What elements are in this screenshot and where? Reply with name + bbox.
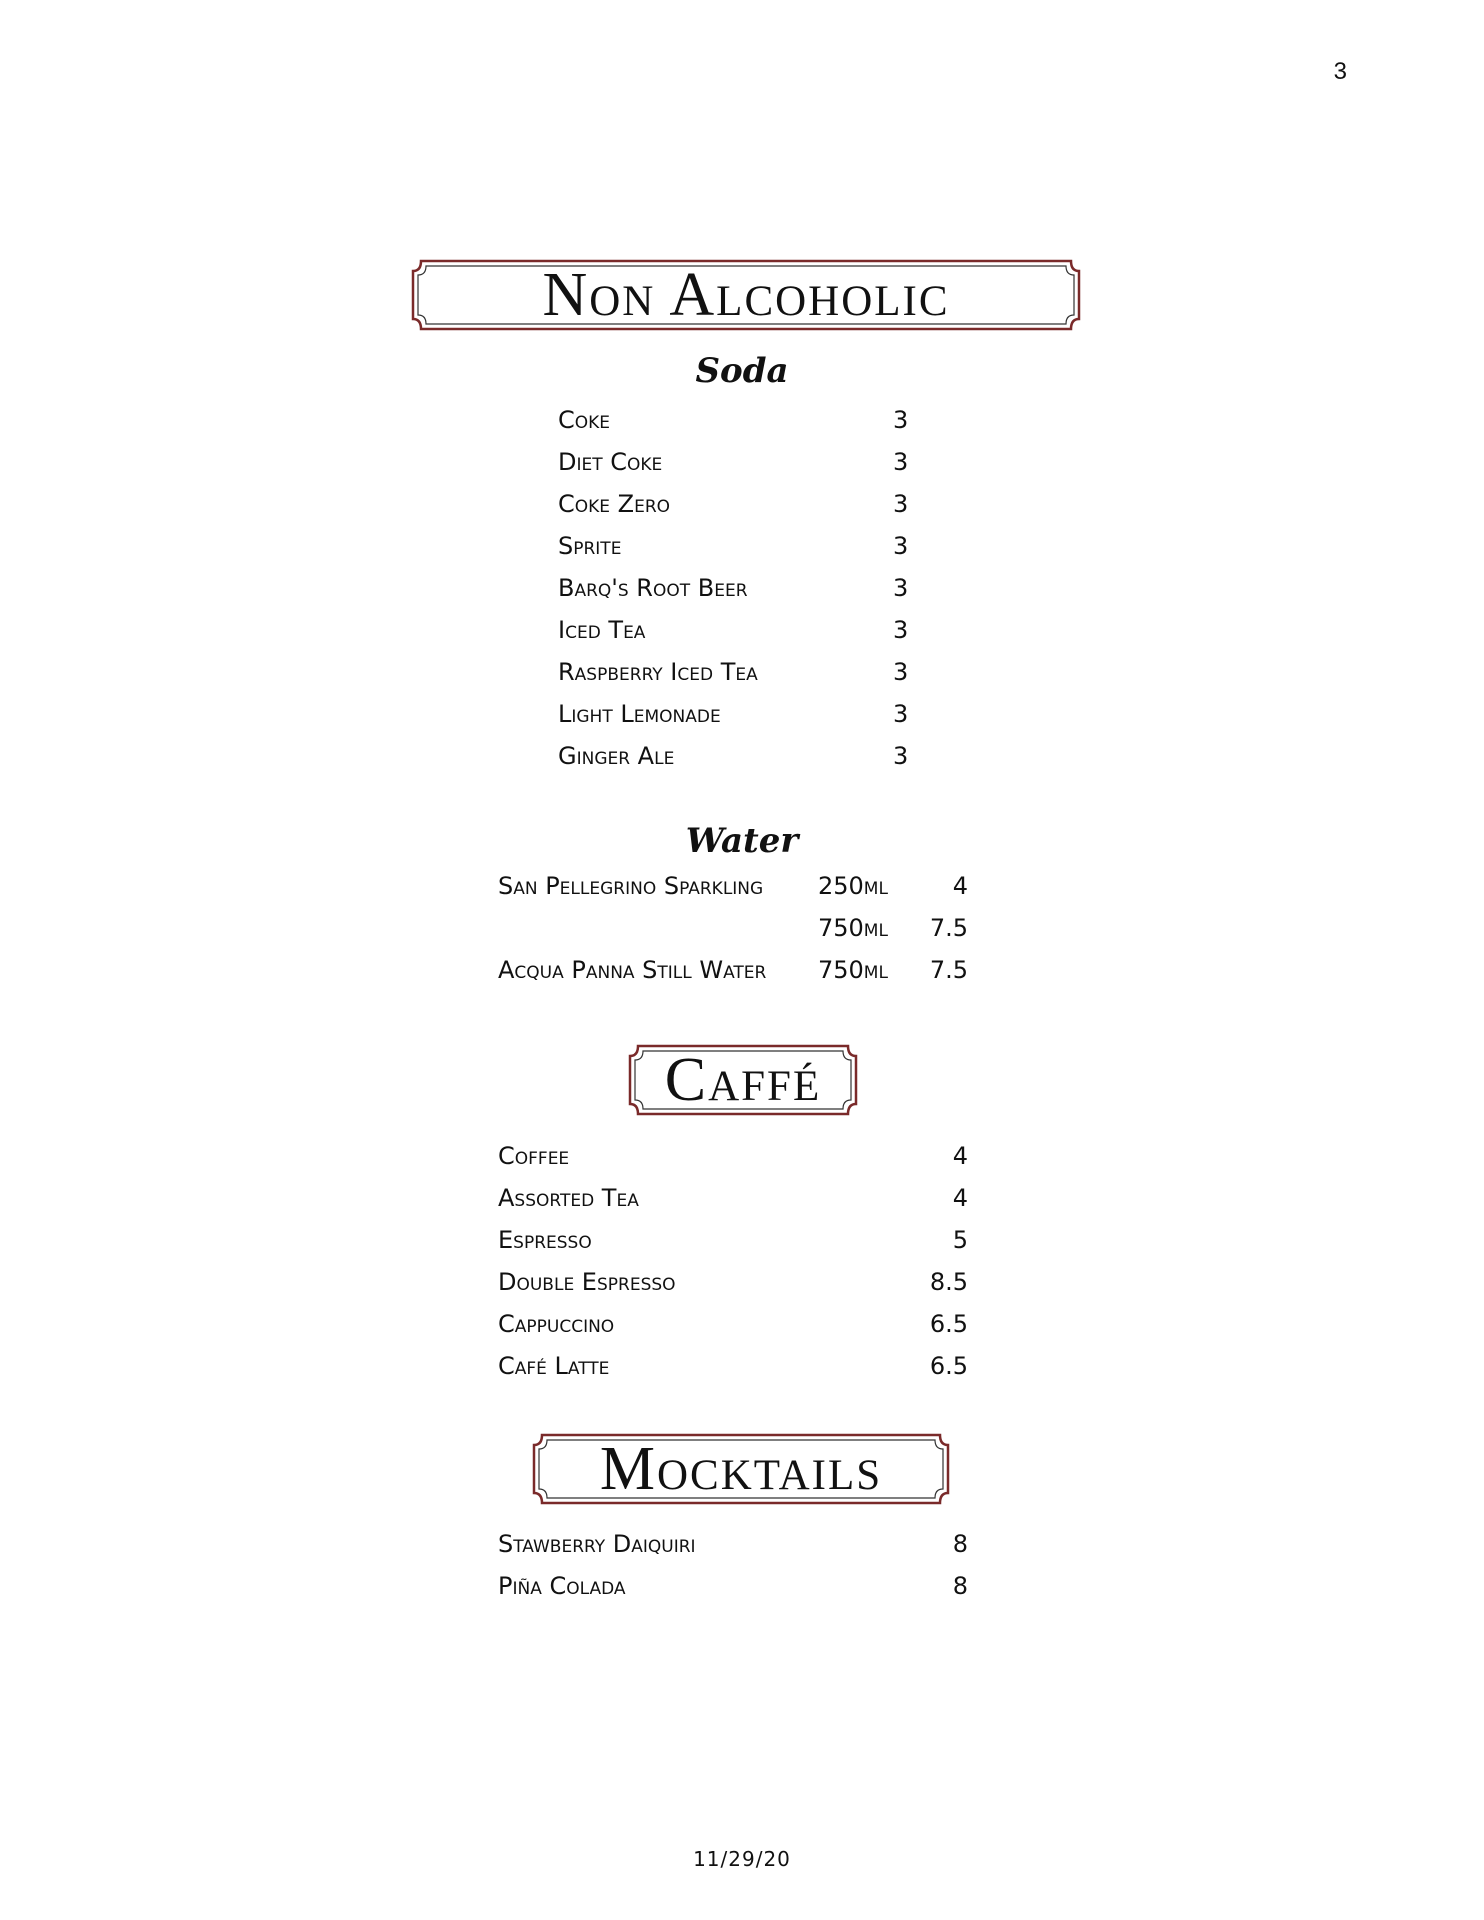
menu-item-name: Coke Zero — [558, 490, 671, 518]
menu-item — [498, 1186, 968, 1216]
menu-item-size: 250ml — [818, 872, 888, 900]
menu-item-price: 6.5 — [929, 1310, 968, 1338]
menu-item-price: 8.5 — [929, 1268, 968, 1296]
menu-item-name: Cappuccino — [498, 1310, 615, 1338]
menu-item — [558, 618, 908, 648]
menu-item — [558, 492, 908, 522]
menu-item — [498, 1312, 968, 1342]
menu-item-name: Sprite — [558, 532, 622, 560]
menu-item-name: Coke — [558, 406, 611, 434]
menu-item — [558, 576, 908, 606]
menu-item-price: 3 — [893, 574, 909, 602]
menu-item-price: 4 — [952, 1184, 968, 1212]
menu-item-name: Iced Tea — [558, 616, 646, 644]
menu-item-price: 8 — [952, 1530, 968, 1558]
caffe-banner — [628, 1044, 858, 1116]
menu-item-name: Stawberry Daiquiri — [498, 1530, 696, 1558]
mocktails-banner — [532, 1433, 950, 1505]
water-heading: Water — [685, 821, 799, 861]
non-alcoholic-banner — [411, 259, 1081, 331]
menu-item-name: Piña Colada — [498, 1572, 626, 1600]
menu-item — [498, 1144, 968, 1174]
menu-item-name: San Pellegrino Sparkling — [498, 872, 764, 900]
menu-item-price: 3 — [893, 490, 909, 518]
menu-item-price: 3 — [893, 658, 909, 686]
menu-item-size: 750ml — [818, 956, 888, 984]
menu-item — [498, 1270, 968, 1300]
menu-item-price: 4 — [952, 1142, 968, 1170]
menu-item-name: Café Latte — [498, 1352, 610, 1380]
menu-item-price: 5 — [952, 1226, 968, 1254]
caffe-title: Caffé — [664, 1046, 822, 1114]
menu-item — [558, 534, 908, 564]
menu-item-name: Assorted Tea — [498, 1184, 639, 1212]
menu-item-price: 3 — [893, 616, 909, 644]
menu-item-price: 3 — [893, 448, 909, 476]
menu-item-name: Espresso — [498, 1226, 592, 1254]
menu-item — [498, 1574, 968, 1604]
menu-item — [498, 958, 968, 988]
menu-item-size: 750ml — [818, 914, 888, 942]
footer-date: 11/29/20 — [693, 1847, 791, 1871]
menu-item-name: Raspberry Iced Tea — [558, 658, 758, 686]
menu-item-name: Coffee — [498, 1142, 570, 1170]
menu-item — [558, 660, 908, 690]
menu-item-price: 3 — [893, 406, 909, 434]
menu-item-name: Diet Coke — [558, 448, 663, 476]
mocktails-title: Mocktails — [599, 1435, 883, 1503]
menu-item-price: 3 — [893, 532, 909, 560]
menu-item-name: Ginger Ale — [558, 742, 675, 770]
menu-item-price: 3 — [893, 742, 909, 770]
menu-item — [558, 408, 908, 438]
soda-heading: Soda — [695, 351, 789, 391]
menu-item-name: Acqua Panna Still Water — [498, 956, 767, 984]
menu-item — [498, 916, 968, 946]
menu-item-price: 4 — [952, 872, 968, 900]
menu-item — [558, 744, 908, 774]
menu-item — [558, 450, 908, 480]
menu-item-name: Double Espresso — [498, 1268, 676, 1296]
menu-item-name: Barq's Root Beer — [558, 574, 748, 602]
menu-item — [498, 1354, 968, 1384]
menu-item-name: Light Lemonade — [558, 700, 721, 728]
menu-item-price: 8 — [952, 1572, 968, 1600]
menu-item — [498, 1532, 968, 1562]
menu-item-price: 6.5 — [929, 1352, 968, 1380]
menu-item-price: 7.5 — [929, 956, 968, 984]
menu-item-price: 3 — [893, 700, 909, 728]
menu-item — [558, 702, 908, 732]
menu-item — [498, 874, 968, 904]
menu-item-price: 7.5 — [929, 914, 968, 942]
page-number: 3 — [1333, 58, 1347, 85]
menu-item — [498, 1228, 968, 1258]
non-alcoholic-title: Non Alcoholic — [542, 261, 950, 329]
